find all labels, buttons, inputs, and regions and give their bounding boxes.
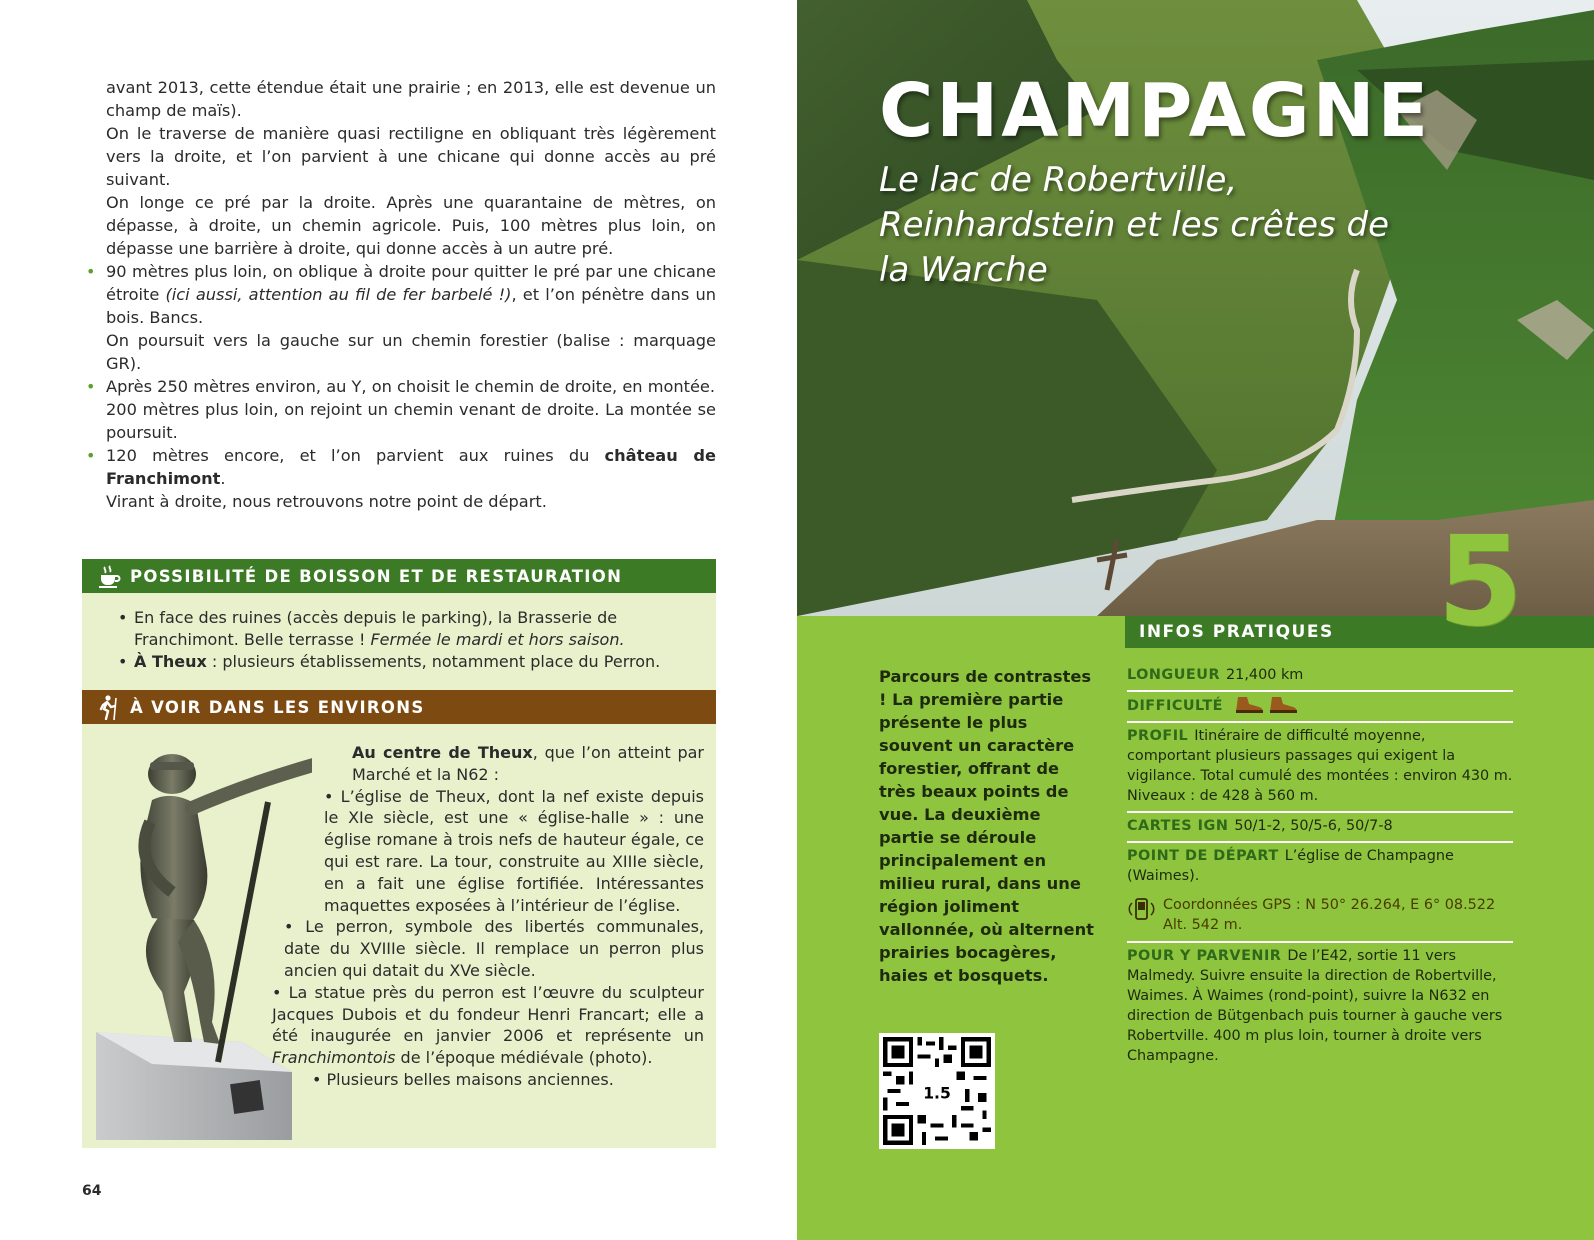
info-key: PROFIL bbox=[1127, 728, 1189, 744]
text-span: 90 mètres plus loin, on oblique à droite pour quitter le pré par une chicane étroite bbox=[106, 262, 716, 304]
text-span: . bbox=[220, 469, 226, 488]
gps-coordinates: Coordonnées GPS : N 50° 26.264, E 6° 08.522 bbox=[1163, 897, 1496, 913]
cup-icon bbox=[96, 563, 122, 589]
paragraph bbox=[264, 982, 704, 1069]
paragraph: On poursuit vers la gauche sur un chemin forestier (balise : marquage GR). bbox=[106, 331, 716, 373]
paragraph: Virant à droite, nous retrouvons notre point de départ. bbox=[106, 492, 547, 511]
info-value: Itinéraire de difficulté moyenne, comportant plusieurs passages qui exigent la vigilance. Total cumulé des montées : environ 430 m. Niveaux : de 428 à 560 m. bbox=[1127, 728, 1513, 804]
info-value: 50/1-2, 50/5-6, 50/7-8 bbox=[1234, 818, 1393, 834]
paragraph: • Plusieurs belles maisons anciennes. bbox=[312, 1069, 614, 1089]
hiker-icon bbox=[96, 694, 122, 720]
italic-note: Fermée le mardi et hors saison. bbox=[370, 630, 625, 649]
right-page bbox=[797, 0, 1594, 1240]
qr-code-pattern bbox=[883, 1037, 991, 1145]
info-profil bbox=[1127, 723, 1513, 813]
bullet-paragraph bbox=[86, 260, 716, 329]
info-value: L’église de Champagne (Waimes). bbox=[1127, 848, 1454, 884]
paragraph: 200 mètres plus loin, on rejoint un chemin venant de droite. La montée se poursuit. bbox=[106, 400, 716, 442]
a-voir-box bbox=[82, 724, 716, 1148]
bold-place-name: château de Franchimont bbox=[106, 446, 716, 488]
bullet-paragraph: • Après 250 mètres environ, au Y, on choisit le chemin de droite, en montée. bbox=[86, 375, 716, 398]
text-span: • La statue près du perron est l’œuvre du sculpteur Jacques Dubois et du fondeur Henri Francart; elle a été inaugurée en janvier 2006 et représente un bbox=[272, 982, 704, 1046]
list-item bbox=[118, 651, 696, 673]
info-key: CARTES IGN bbox=[1127, 818, 1229, 834]
route-summary: Parcours de contrastes ! La première partie présente le plus souvent un caractère forestier, offrant de très beaux points de vue. La deuxième partie se déroule principalement en milieu rural, dans une région joliment vallonnée, où alternent prairies bocagères, haies et bosquets. bbox=[879, 667, 1094, 985]
paragraph: On le traverse de manière quasi rectiligne en obliquant très légèrement vers la droite, et l’on parvient à une chicane qui donne accès au pré suivant. bbox=[106, 124, 716, 189]
practical-info-list bbox=[1127, 662, 1513, 1071]
hiking-boot-icon bbox=[1234, 695, 1264, 713]
paragraph: avant 2013, cette étendue était une prairie ; en 2013, elle est devenue un champ de maïs). bbox=[106, 78, 716, 120]
list-item bbox=[118, 607, 696, 651]
info-key: DIFFICULTÉ bbox=[1127, 698, 1223, 714]
bold-place-name: À Theux bbox=[134, 652, 207, 671]
gps-device-icon bbox=[1127, 895, 1155, 923]
italic-note: (ici aussi, attention au fil de fer barbelé !) bbox=[165, 285, 512, 304]
info-longueur bbox=[1127, 662, 1513, 692]
paragraph: On longe ce pré par la droite. Après une quarantaine de mètres, on dépasse, à droite, un chemin agricole. Puis, 100 mètres plus loin, on dépasse une barrière à droite, qui donne accès à un autre pré. bbox=[106, 193, 716, 258]
boisson-box bbox=[82, 593, 716, 690]
bold-place-name: Au centre de Theux bbox=[352, 743, 533, 762]
info-difficulte bbox=[1127, 692, 1513, 723]
info-key: LONGUEUR bbox=[1127, 667, 1221, 683]
text-span: : plusieurs établissements, notamment place du Perron. bbox=[206, 652, 661, 671]
hiking-boot-icon bbox=[1268, 695, 1298, 713]
info-cartes bbox=[1127, 813, 1513, 843]
gps-altitude: Alt. 542 m. bbox=[1163, 917, 1243, 933]
paragraph bbox=[264, 742, 704, 786]
info-value: 21,400 km bbox=[1226, 667, 1304, 683]
route-description-text bbox=[86, 76, 716, 513]
boisson-title: POSSIBILITÉ DE BOISSON ET DE RESTAURATION bbox=[130, 566, 623, 586]
info-depart bbox=[1127, 843, 1513, 891]
info-key: POINT DE DÉPART bbox=[1127, 848, 1279, 864]
text-span: , que l’on atteint par Marché et la N62 : bbox=[352, 743, 704, 784]
route-subtitle: Le lac de Robertville, Reinhardstein et les crêtes de la Warche bbox=[879, 160, 1390, 290]
text-span: En face des ruines (accès depuis le parking), la Brasserie de Franchimont. Belle terrasse ! bbox=[134, 608, 618, 649]
a-voir-title: À VOIR DANS LES ENVIRONS bbox=[130, 697, 425, 717]
environs-text bbox=[264, 742, 704, 1091]
boisson-header bbox=[82, 559, 716, 593]
text-span: , et l’on pénètre dans un bois. Bancs. bbox=[106, 285, 716, 327]
info-value: De l’E42, sortie 11 vers Malmedy. Suivre ensuite la direction de Robertville, Waimes. À Waimes (rond-point), suivre la N632 en direction de Bütgenbach puis tourner à gauche vers Robertville. 400 m plus loin, tourner à droite vers Champagne. bbox=[1127, 948, 1503, 1064]
a-voir-header bbox=[82, 690, 716, 724]
route-title: CHAMPAGNE bbox=[879, 68, 1432, 154]
info-parvenir bbox=[1127, 943, 1513, 1071]
info-key: POUR Y PARVENIR bbox=[1127, 948, 1282, 964]
qr-label: 1.5 bbox=[923, 1084, 951, 1103]
text-span: de l’époque médiévale (photo). bbox=[395, 1048, 653, 1068]
paragraph: • L’église de Theux, dont la nef existe depuis le XIe siècle, est une « église-halle » : une église romane à trois nefs de hauteur égale, ce qui est rare. La tour, construite au XIIIe siècle, en a fait une église fortifiée. Intéressantes maquettes exposées à l’intérieur de l’église. bbox=[324, 786, 704, 915]
info-gps bbox=[1127, 891, 1513, 943]
text-span: 120 mètres encore, et l’on parvient aux ruines du bbox=[106, 446, 605, 465]
infos-header-label: INFOS PRATIQUES bbox=[1139, 622, 1334, 642]
bullet-paragraph bbox=[86, 444, 716, 490]
italic-term: Franchimontois bbox=[272, 1048, 396, 1068]
route-number: 5 bbox=[1437, 510, 1524, 654]
paragraph: • Le perron, symbole des libertés communales, date du XVIIIe siècle. Il remplace un perron plus ancien qui datait du XVe siècle. bbox=[284, 917, 704, 980]
qr-code[interactable] bbox=[879, 1033, 995, 1149]
page-number: 64 bbox=[82, 1183, 102, 1199]
